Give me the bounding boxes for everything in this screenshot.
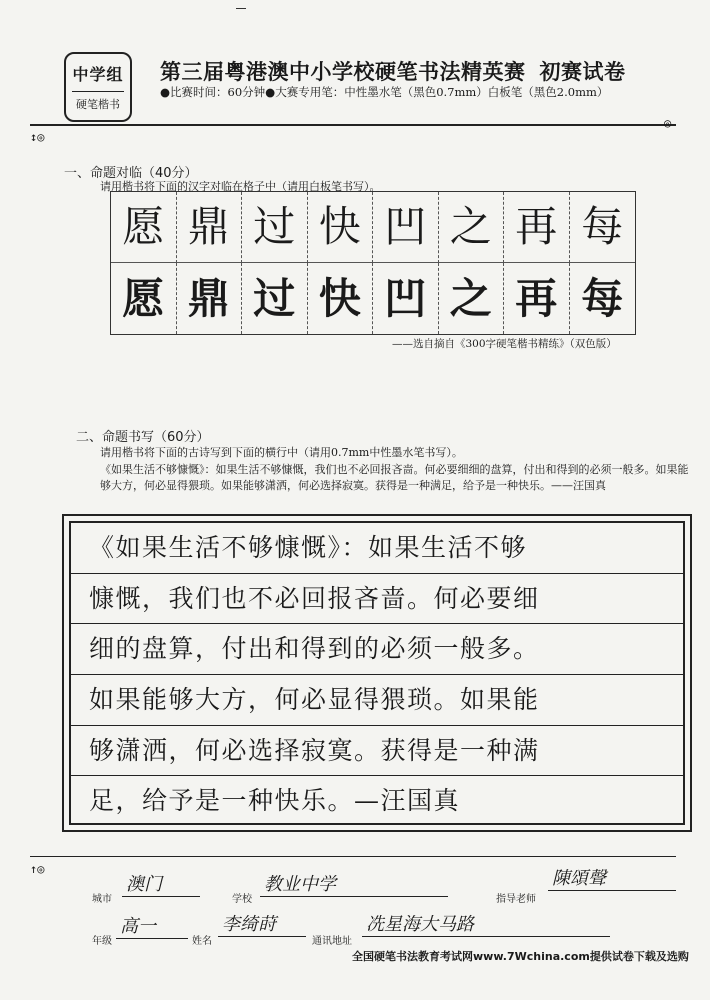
model-char: 鼎 bbox=[177, 192, 243, 263]
group-sublabel: 硬笔楷书 bbox=[76, 98, 120, 111]
written-char: 过 bbox=[242, 263, 308, 334]
top-tick-mark bbox=[236, 8, 246, 9]
fold-mark-footer-icon: ↑◎ bbox=[30, 862, 45, 876]
character-grid bbox=[110, 191, 636, 335]
footer-note: 全国硬笔书法教育考试网www.7Wchina.com提供试卷下载及选购 bbox=[352, 950, 689, 963]
header-rule bbox=[30, 124, 676, 126]
written-char: 愿 bbox=[111, 263, 177, 334]
model-char: 再 bbox=[504, 192, 570, 263]
handwritten-line: 《如果生活不够慷慨》：如果生活不够 bbox=[71, 523, 683, 574]
written-char: 之 bbox=[439, 263, 505, 334]
exam-subtitle: ●比赛时间：60分钟●大赛专用笔：中性墨水笔（黑色0.7mm）白板笔（黑色2.0mm） bbox=[160, 85, 609, 99]
title-main: 第三届粤港澳中小学校硬笔书法精英赛 bbox=[160, 60, 526, 84]
city-label: 城市 bbox=[92, 894, 112, 905]
teacher-label: 指导老师 bbox=[496, 894, 536, 905]
writing-lines bbox=[69, 521, 685, 825]
school-label: 学校 bbox=[232, 894, 252, 905]
handwritten-line: 够潇洒，何必选择寂寞。获得是一种满 bbox=[71, 726, 683, 777]
writing-frame bbox=[62, 514, 692, 832]
model-char: 之 bbox=[439, 192, 505, 263]
fold-mark-left-icon: ↕◎ bbox=[30, 130, 45, 144]
section2-heading: 二、命题书写（60分） bbox=[76, 430, 210, 445]
poem-text: 《如果生活不够慷慨》：如果生活不够慷慨，我们也不必回报吝啬。何必要细细的盘算，付出和得到的必须一般多。如果能够大方，何必显得猥琐。如果能够潇洒，何必选择寂寞。获得是一种满足，给予是一种快乐。——汪国真 bbox=[100, 463, 689, 492]
written-char: 每 bbox=[581, 273, 624, 323]
section2-instruction: 请用楷书将下面的古诗写到下面的横行中（请用0.7mm中性墨水笔书写）。 bbox=[100, 446, 463, 459]
model-char: 过 bbox=[242, 192, 308, 263]
section1-heading: 一、命题对临（40分） bbox=[64, 166, 198, 181]
written-char: 凹 bbox=[373, 263, 439, 334]
group-divider bbox=[72, 91, 124, 92]
model-char: 凹 bbox=[373, 192, 439, 263]
group-label: 中学组 bbox=[72, 65, 124, 84]
footer-rule bbox=[30, 856, 676, 857]
school-value: 教业中学 bbox=[260, 874, 448, 897]
written-char: 再 bbox=[504, 263, 570, 334]
page-title bbox=[160, 56, 626, 86]
model-char: 快 bbox=[308, 192, 374, 263]
grade-label: 年级 bbox=[92, 936, 112, 947]
handwritten-line: 足，给予是一种快乐。—汪国真 bbox=[89, 786, 461, 816]
model-char: 每 bbox=[570, 192, 636, 263]
written-char: 鼎 bbox=[177, 263, 243, 334]
city-value: 澳门 bbox=[122, 874, 200, 897]
address-label: 通讯地址 bbox=[312, 936, 352, 947]
handwritten-line: 细的盘算，付出和得到的必须一般多。 bbox=[71, 624, 683, 675]
handwritten-line: 如果能够大方，何必显得猥琐。如果能 bbox=[71, 675, 683, 726]
written-char: 快 bbox=[308, 263, 374, 334]
group-badge bbox=[64, 52, 132, 122]
name-value: 李绮莳 bbox=[218, 914, 306, 937]
grade-value: 高一 bbox=[116, 916, 188, 939]
teacher-value: 陳頌聲 bbox=[548, 868, 676, 891]
fold-mark-right-icon: ◎ bbox=[664, 116, 672, 130]
source-citation: ——选自摘自《300字硬笔楷书精练》（双色版） bbox=[392, 338, 617, 350]
section1-instruction: 请用楷书将下面的汉字对临在格子中（请用白板笔书写）。 bbox=[100, 180, 381, 193]
name-label: 姓名 bbox=[192, 936, 212, 947]
title-suffix: 初赛试卷 bbox=[539, 60, 626, 84]
address-value: 冼星海大马路 bbox=[362, 914, 610, 937]
model-char: 愿 bbox=[111, 192, 177, 263]
handwritten-line: 慷慨，我们也不必回报吝啬。何必要细 bbox=[71, 574, 683, 625]
